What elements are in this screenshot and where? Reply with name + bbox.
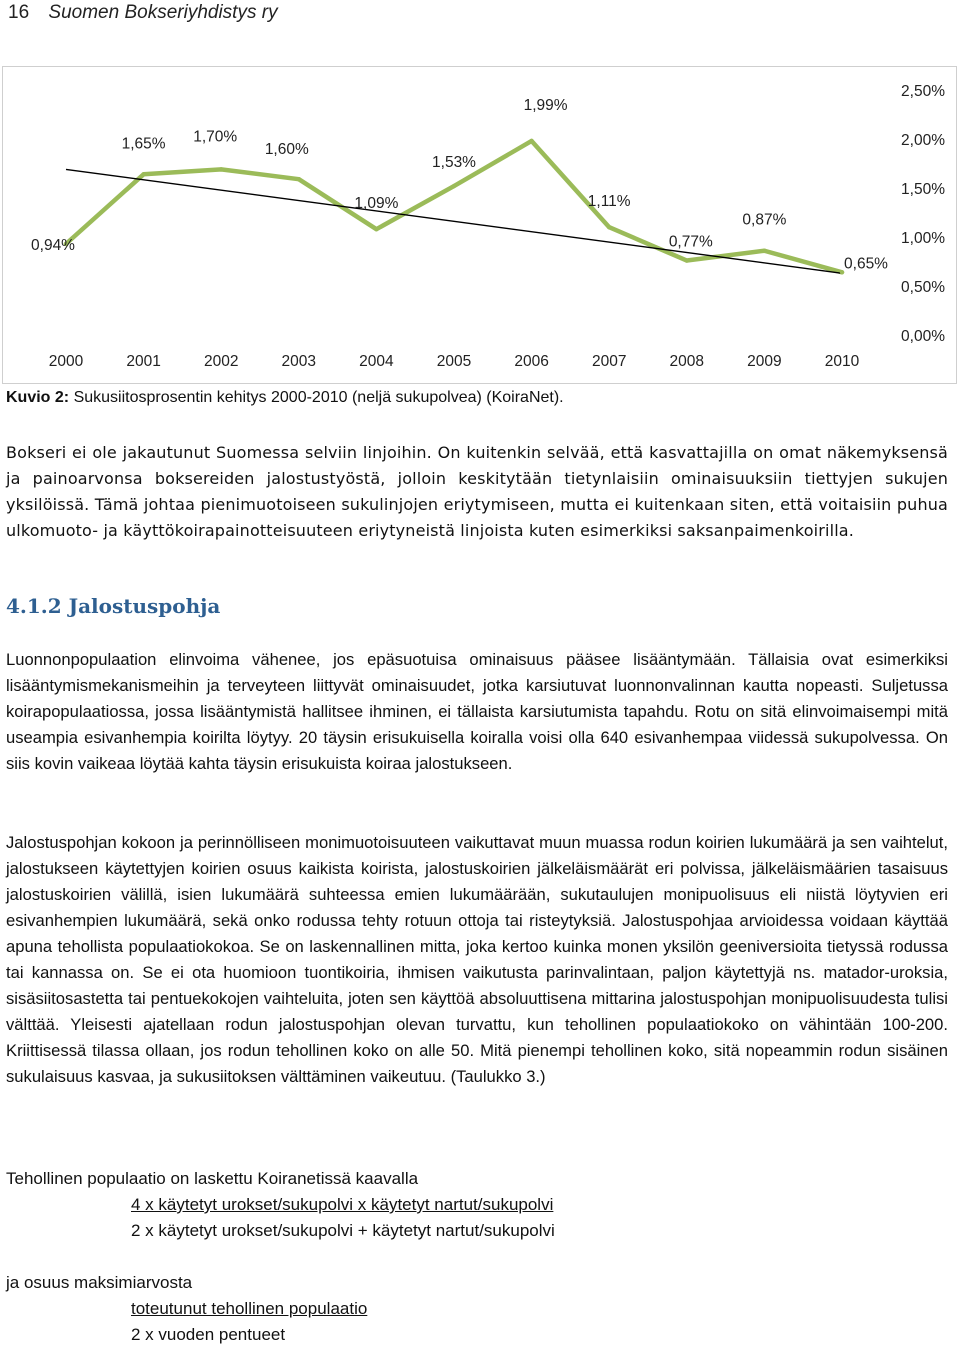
data-label: 1,11% bbox=[587, 193, 631, 211]
data-point bbox=[529, 139, 533, 143]
x-tick-label: 2004 bbox=[359, 353, 394, 370]
x-tick-label: 2003 bbox=[281, 353, 317, 370]
data-label: 1,53% bbox=[432, 154, 476, 172]
y-tick-label: 1,00% bbox=[901, 230, 945, 247]
caption-label: Kuvio 2: bbox=[6, 389, 70, 406]
data-label: 0,87% bbox=[742, 211, 787, 229]
paragraph-breeding-population: Luonnonpopulaation elinvoima vähenee, jos epäsuotuisa ominaisuus pääsee lisääntymään. Tällaisia ovat esimerkiksi lisääntymismekanismeihin ja terveyteen liittyvät ominaisuudet, jotka karsiutuvat luonnonvalinnan kautta nopeasti. Suljetussa koirapopulaatiossa, jossa lisääntymistä hallitsee ihminen, ei tällaista karsiutumista tapahdu. Rotu on sitä elinvoimaisempi mitä useampia esivanhempia koirilta löytyy. 20 täysin erisukuisella koiralla voisi olla 640 esivanhempaa viidessä sukupolvessa. On siis kovin vaikeaa löytää kahta täysin erisukuista koiraa jalostukseen. bbox=[6, 650, 948, 773]
ratio-denominator: 2 x vuoden pentueet bbox=[131, 1325, 286, 1344]
paragraph-lines: Bokseri ei ole jakautunut Suomessa selviin linjoihin. On kuitenkin selvää, että kasvattajilla on omat näkemyksensä ja painoarvonsa boksereiden jalostustyöstä, jolloin keskitytään tietynlaisiin ominaisuuksiin tiettyjen sukujen yksilöissä. Tämä johtaa pienimuotoiseen sukulinjojen eriytymiseen, mutta ei kuitenkaan siten, että voitaisiin puhua ulkomuoto- ja käyttökoirapainotteisuuteen eriytyneistä linjoista kuten esimerkiksi saksanpaimenkoirilla. bbox=[6, 443, 948, 540]
data-label: 1,99% bbox=[523, 96, 568, 114]
data-point bbox=[685, 258, 689, 262]
y-tick-label: 2,50% bbox=[901, 83, 945, 100]
data-label: 1,65% bbox=[121, 135, 166, 153]
x-tick-label: 2001 bbox=[126, 353, 161, 370]
chart-frame bbox=[2, 66, 957, 384]
x-tick-label: 2007 bbox=[591, 353, 627, 370]
x-tick-label: 2002 bbox=[203, 353, 239, 370]
header-organization: Suomen Bokseriyhdistys ry bbox=[48, 2, 278, 23]
paragraph-breeding-base: Jalostuspohjan kokoon ja perinnölliseen monimuotoisuuteen vaikuttavat muun muassa rodun koirien lukumäärä ja sen vaihtelut, jalostukseen käytettyjen koirien osuus kaikista koirista, jalostuskoirien jälkeläismäärät eri polvissa, jälkeläismäärien tasaisuus jalostuskoirien välillä, isien lukumäärä suhteessa emien lukumäärään, sukutaulujen monipuolisuus eli niistä löytyvien eri esivanhempien lukumäärä, sekä onko rodussa tehty rotuun ottoja tai risteytyksiä. Jalostuspohjaa arvioidessa voidaan käyttää apuna tehollista populaatiokokoa. Se on laskennallinen mitta, joka kertoo kuinka monen yksilön geeniversioita tietyssä rodussa tai kannassa on. Se ei ota huomioon tuontikoiria, ihmisen vaikutusta parinvalintaan, paljon käytettyjä ns. matador-uroksia, sisäsiitosastetta tai pentuekokojen vaihteluita, joten sen käyttöä absoluuttisena mittarina jalostuspohjan monipuolisuudesta tulisi välttää. Yleisesti ajatellaan rodun jalostuspohjan olevan turvattu, kun tehollinen populaatiokoko on vähintään 100-200. Kriittisessä tilassa ollaan, jos rodun tehollinen koko on alle 50. Mitä pienempi tehollinen koko, sitä nopeammin rodun sisäinen sukulaisuus kasvaa, ja sukusiitoksen välttäminen vaikeutuu. (Taulukko 3.) bbox=[6, 833, 948, 1086]
y-tick-label: 0,00% bbox=[901, 328, 945, 345]
data-label: 1,70% bbox=[193, 128, 238, 146]
data-label: 0,65% bbox=[844, 255, 888, 273]
x-tick-label: 2010 bbox=[824, 353, 860, 370]
figure-caption bbox=[6, 389, 564, 407]
data-label: 0,94% bbox=[31, 236, 75, 254]
section-heading: 4.1.2 Jalostuspohja bbox=[6, 594, 221, 618]
x-tick-label: 2008 bbox=[669, 353, 705, 370]
y-tick-label: 1,50% bbox=[901, 181, 945, 198]
inbreeding-line-chart bbox=[3, 67, 958, 385]
data-label: 1,09% bbox=[354, 195, 399, 213]
data-point bbox=[762, 249, 766, 253]
data-point bbox=[219, 167, 223, 171]
formula-numerator: 4 x käytetyt urokset/sukupolvi x käytetyt nartut/sukupolvi bbox=[131, 1195, 554, 1214]
data-label: 0,77% bbox=[668, 233, 713, 251]
page-number: 16 bbox=[8, 2, 30, 23]
y-tick-label: 0,50% bbox=[901, 279, 945, 296]
page-header bbox=[8, 2, 278, 24]
formula-denominator: 2 x käytetyt urokset/sukupolvi + käytetyt nartut/sukupolvi bbox=[131, 1221, 555, 1240]
ratio-intro: ja osuus maksimiarvosta bbox=[6, 1273, 193, 1292]
data-label: 1,60% bbox=[264, 141, 309, 159]
caption-text: Sukusiitosprosentin kehitys 2000-2010 (neljä sukupolvea) (KoiraNet). bbox=[69, 389, 564, 406]
data-point bbox=[607, 225, 611, 229]
data-point bbox=[374, 227, 378, 231]
data-point bbox=[141, 172, 145, 176]
y-tick-label: 2,00% bbox=[901, 132, 945, 149]
x-tick-label: 2000 bbox=[48, 353, 84, 370]
formula-intro: Tehollinen populaatio on laskettu Koiranetissä kaavalla bbox=[6, 1169, 419, 1188]
data-point bbox=[452, 184, 456, 188]
x-tick-label: 2009 bbox=[747, 353, 782, 370]
x-tick-label: 2005 bbox=[436, 353, 472, 370]
data-point bbox=[297, 177, 301, 181]
x-tick-label: 2006 bbox=[514, 353, 549, 370]
ratio-numerator: toteutunut tehollinen populaatio bbox=[131, 1299, 368, 1318]
